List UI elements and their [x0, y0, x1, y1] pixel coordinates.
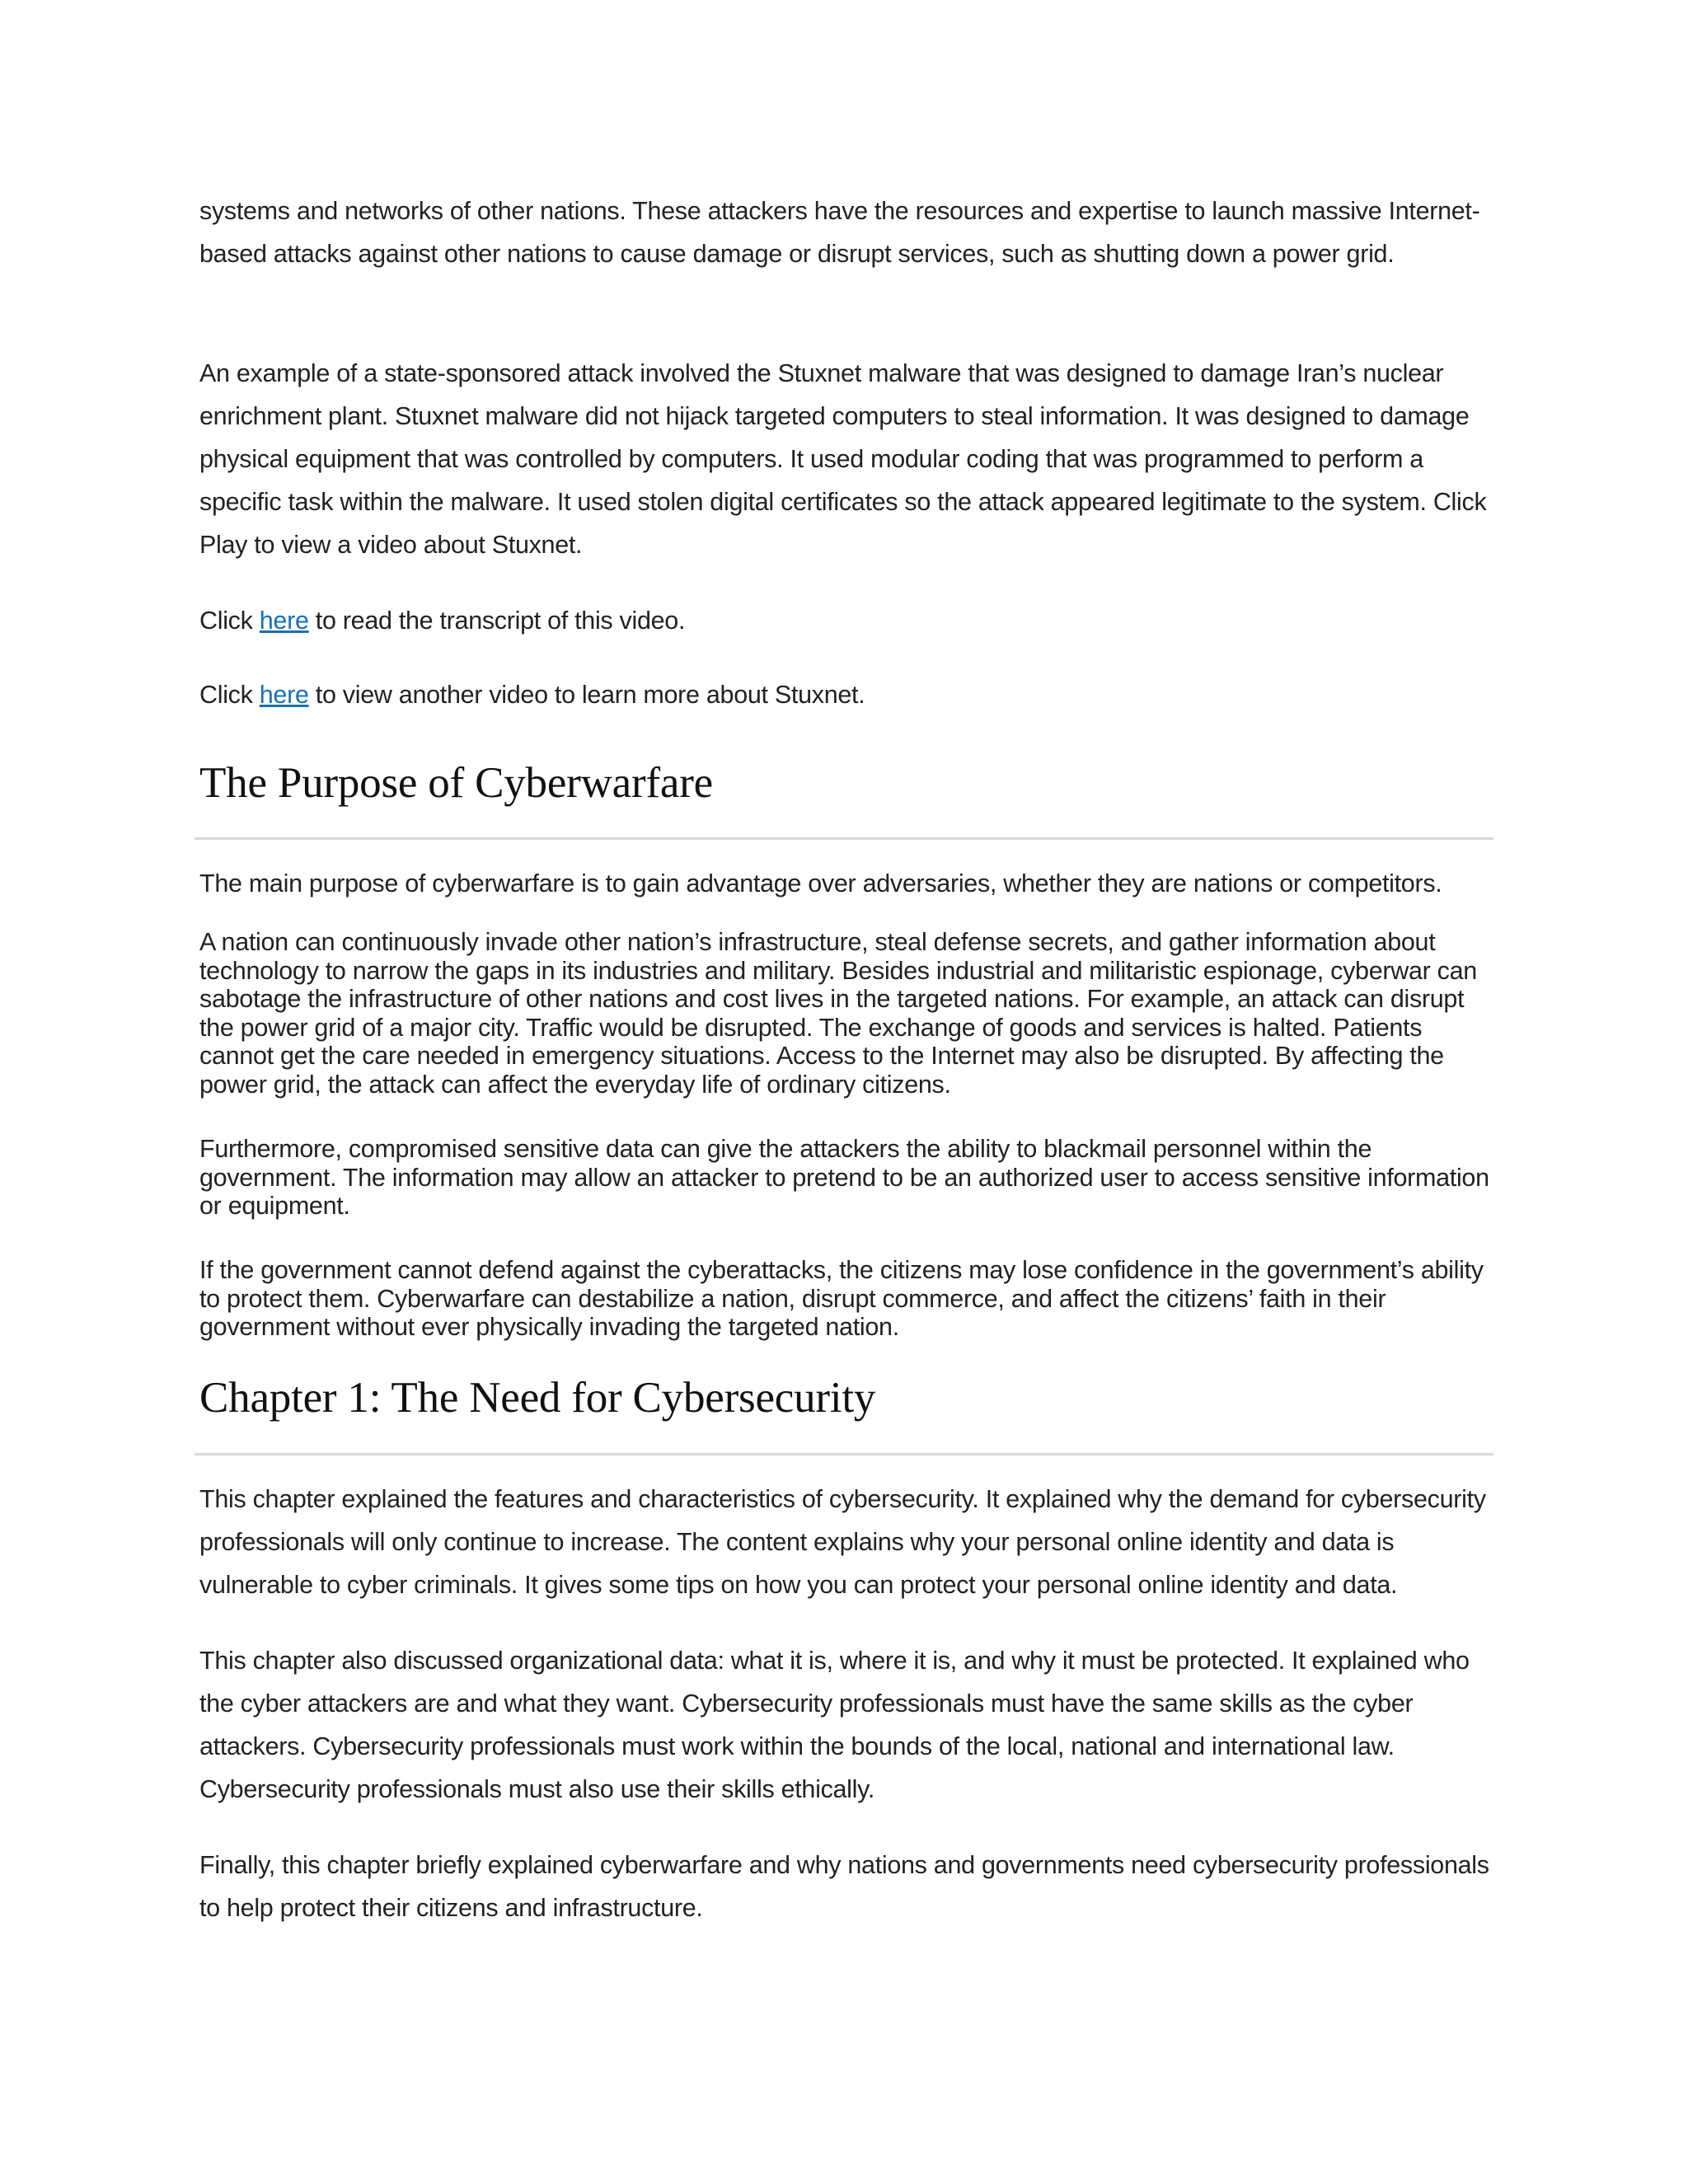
stuxnet-video-line-suffix: to view another video to learn more about Stuxnet.: [308, 681, 865, 709]
purpose-paragraph-4: If the government cannot defend against the cyberattacks, the citizens may lose confidence in the government’s ability to protect them. Cyberwarfare can destabilize a nation, disrupt commerce, and affect the citizens’ faith in their government without ever physically invading the targeted nation.: [199, 1256, 1484, 1341]
transcript-line: [199, 599, 1502, 642]
stuxnet-video-line: [199, 673, 1502, 716]
intro-paragraph-1: systems and networks of other nations. These attackers have the resources and expertise to launch massive Internet-based attacks against other nations to cause damage or disrupt services, such as shutting down a power grid.: [199, 197, 1480, 268]
transcript-link[interactable]: here: [259, 607, 309, 635]
purpose-paragraph-1: The main purpose of cyberwarfare is to gain advantage over adversaries, whether they are nations or competitors.: [199, 869, 1442, 898]
intro-paragraph-2: An example of a state-sponsored attack involved the Stuxnet malware that was designed to damage Iran’s nuclear enrichment plant. Stuxnet malware did not hijack targeted computers to steal information. It was designed to damage physical equipment that was controlled by computers. It used modular coding that was programmed to perform a specific task within the malware. It used stolen digital certificates so the attack appeared legitimate to the system. Click Play to view a video about Stuxnet.: [199, 359, 1487, 559]
chapter-paragraph-3: Finally, this chapter briefly explained cyberwarfare and why nations and governments need cybersecurity professionals to help protect their citizens and infrastructure.: [199, 1851, 1489, 1922]
transcript-line-prefix: Click: [199, 607, 260, 635]
chapter-divider: [195, 1453, 1493, 1455]
chapter-heading: Chapter 1: The Need for Cybersecurity: [199, 1374, 876, 1422]
transcript-line-suffix: to read the transcript of this video.: [308, 607, 686, 635]
chapter-paragraph-1: This chapter explained the features and characteristics of cybersecurity. It explained why the demand for cybersecurity professionals will only continue to increase. The content explains why your personal online identity and data is vulnerable to cyber criminals. It gives some tips on how you can protect your personal online identity and data.: [199, 1485, 1486, 1599]
purpose-heading: The Purpose of Cyberwarfare: [199, 759, 713, 807]
stuxnet-video-link[interactable]: here: [259, 681, 309, 709]
purpose-paragraph-2: A nation can continuously invade other nation’s infrastructure, steal defense secrets, and gather information about technology to narrow the gaps in its industries and military. Besides industrial and militaristic espionage, cyberwar can sabotage the infrastructure of other nations and cost lives in the targeted nations. For example, an attack can disrupt the power grid of a major city. Traffic would be disrupted. The exchange of goods and services is halted. Patients cannot get the care needed in emergency situations. Access to the Internet may also be disrupted. By affecting the power grid, the attack can affect the everyday life of ordinary citizens.: [199, 928, 1477, 1099]
purpose-divider: [195, 837, 1493, 840]
stuxnet-video-line-prefix: Click: [199, 681, 260, 709]
purpose-paragraph-3: Furthermore, compromised sensitive data can give the attackers the ability to blackmail personnel within the government. The information may allow an attacker to pretend to be an authorized user to access sensitive information or equipment.: [199, 1135, 1489, 1220]
chapter-paragraph-2: This chapter also discussed organizational data: what it is, where it is, and why it must be protected. It explained who the cyber attackers are and what they want. Cybersecurity professionals must have the same skills as the cyber attackers. Cybersecurity professionals must work within the bounds of the local, national and international law. Cybersecurity professionals must also use their skills ethically.: [199, 1647, 1470, 1803]
